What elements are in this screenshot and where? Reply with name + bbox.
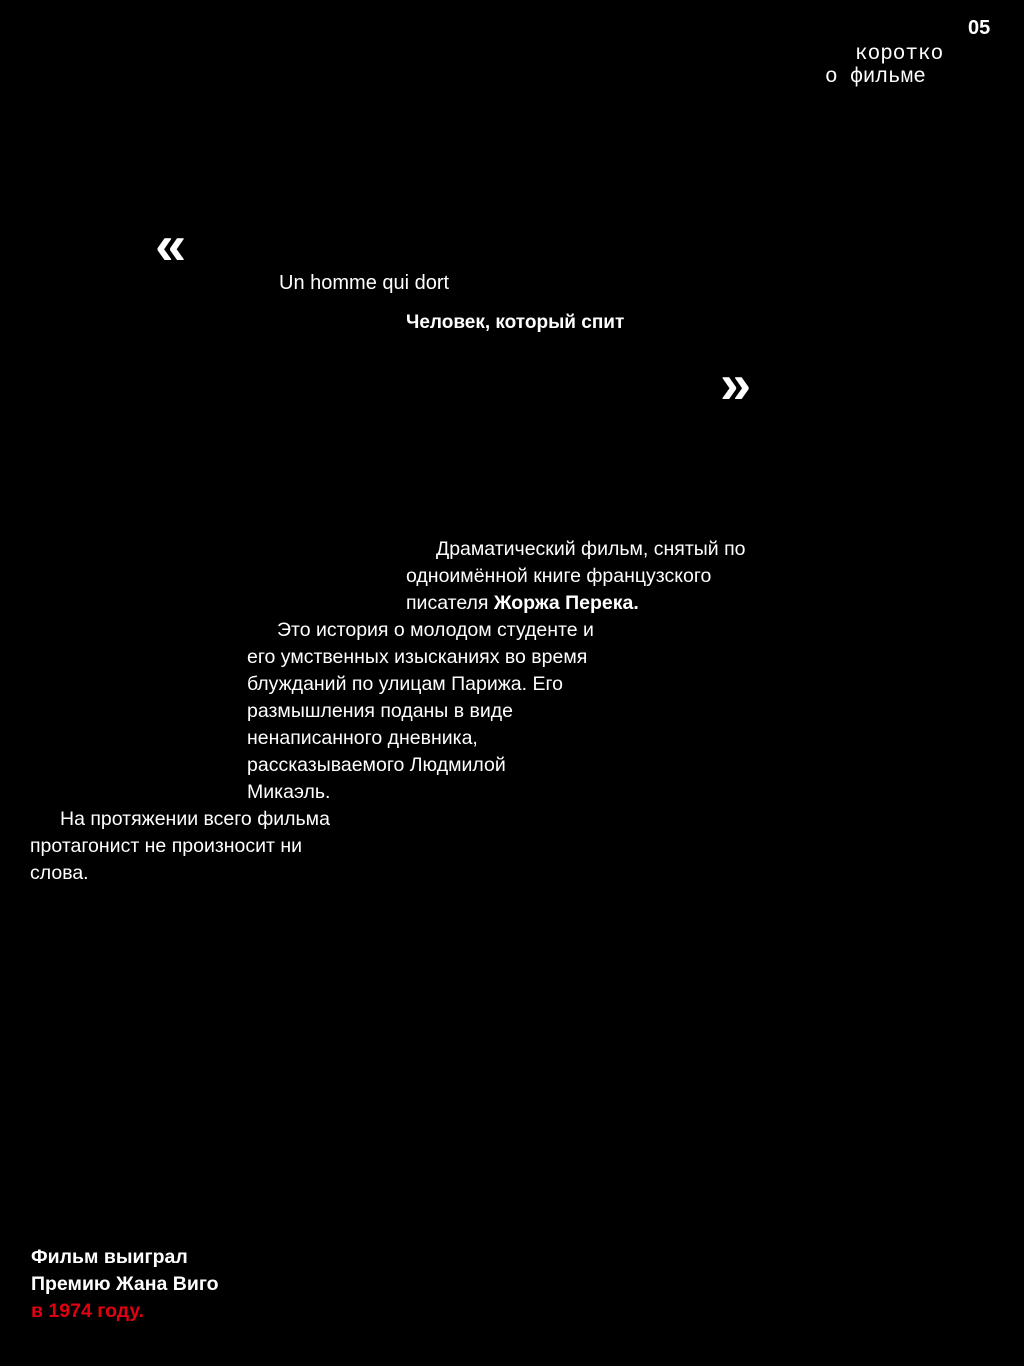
paragraph-line: одноимённой книге французского — [406, 565, 712, 587]
section-title-line-2: о фильме — [825, 66, 926, 89]
paragraph-line: Микаэль. — [247, 781, 331, 803]
paragraph-line: Драматический фильм, снятый по — [436, 538, 746, 560]
opening-quote-mark: « — [155, 213, 187, 276]
author-name: Жоржа Перека. — [493, 592, 639, 614]
award-note — [31, 1244, 219, 1325]
award-year: в 1974 году. — [31, 1300, 144, 1322]
paragraph-line — [406, 590, 766, 617]
paragraph-line: рассказываемого Людмилой — [247, 754, 506, 776]
paragraph-line: его умственных изысканиях во время — [247, 646, 588, 668]
section-title-line-1: коротко — [855, 43, 944, 66]
award-line-2: Премию Жана Виго — [31, 1273, 219, 1295]
film-title-translation: Человек, который спит — [406, 312, 625, 333]
description-paragraph-1 — [406, 536, 766, 617]
paragraph-line: Это история о молодом студенте и — [277, 619, 594, 641]
description-paragraph-2 — [247, 617, 617, 806]
page-number: 05 — [968, 17, 991, 39]
closing-quote-mark: » — [720, 352, 752, 415]
paragraph-line: протагонист не произносит ни — [30, 835, 303, 857]
paragraph-text: писателя — [406, 592, 494, 614]
paragraph-line: слова. — [30, 862, 89, 884]
paragraph-line: На протяжении всего фильма — [60, 808, 330, 830]
award-line-1: Фильм выиграл — [31, 1246, 188, 1268]
paragraph-line: размышления поданы в виде — [247, 700, 513, 722]
paragraph-line: блужданий по улицам Парижа. Его — [247, 673, 563, 695]
description-paragraph-3 — [30, 806, 350, 887]
paragraph-line: ненаписанного дневника, — [247, 727, 478, 749]
film-title-original: Un homme qui dort — [279, 272, 450, 294]
